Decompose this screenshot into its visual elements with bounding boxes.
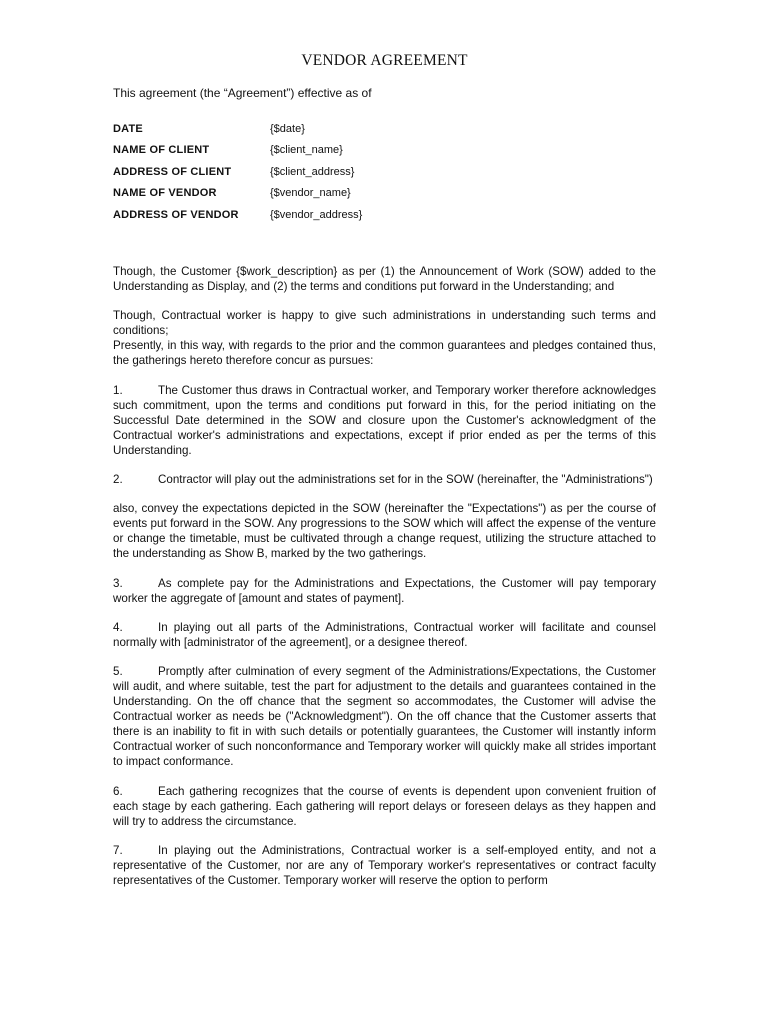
field-value: {$client_name} [270,144,343,157]
clause-text: Each gathering recognizes that the course of events is dependent upon convenient fruition of each stage by each gathering. Each gathering will report delays or foreseen delays as they happen and will try to address the circumstance. [113,784,656,828]
field-value: {$date} [270,122,305,135]
whereas-paragraph-2 [113,308,656,338]
field-label: ADDRESS OF VENDOR [113,208,239,221]
clause-6 [113,784,656,829]
document-title: VENDOR AGREEMENT [301,52,468,69]
field-label: NAME OF VENDOR [113,187,217,200]
clause-1 [113,383,656,458]
clause-number: 7. [113,843,123,857]
field-row-vendor-address [113,204,656,226]
field-table [113,118,656,226]
whereas-paragraph-1 [113,264,656,294]
clause-text: In playing out all parts of the Administrations, Contractual worker will facilitate and counsel normally with [administrator of the agreement], or a designee thereof. [113,620,656,649]
clause-number: 4. [113,620,123,634]
clause-3 [113,576,656,606]
field-value: {$vendor_name} [270,187,351,200]
clause-text: The Customer thus draws in Contractual worker, and Temporary worker therefore acknowledges such commitment, upon the terms and conditions put forward in this, for the period initiating on the Successful Date determined in the SOW and closure upon the Customer's acknowledgment of the Contractual worker's administrations and expectations, except if prior ended as per the terms of this Understanding. [113,383,656,457]
clause-text: In playing out the Administrations, Contractual worker is a self-employed entity, and not a representative of the Customer, nor are any of Temporary worker's representatives or contract faculty representatives of the Customer. Temporary worker will reserve the option to perform [113,843,656,887]
intro-text: This agreement (the “Agreement”) effective as of [113,86,372,100]
field-row-client-name [113,140,656,162]
clause-text: As complete pay for the Administrations and Expectations, the Customer will pay temporary worker the aggregate of [amount and states of payment]. [113,576,656,605]
agreement-body [113,264,656,902]
clause-text: Promptly after culmination of every segment of the Administrations/Expectations, the Customer will audit, and where suitable, test the part for adjustment to the details and guarantees contained in the Understanding. On the off chance that the segment so accommodates, the Customer will advise the Contractual worker as needs be ("Acknowledgment"). On the off chance that the Customer asserts that there is an inability to fit in with such details or potentially guarantees, the Customer will instantly inform Contractual worker of such nonconformance and Temporary worker will quickly make all strides important to impact conformance. [113,664,656,769]
clause-number: 3. [113,576,123,590]
clause-number: 6. [113,784,123,798]
field-value: {$client_address} [270,165,355,178]
paragraph-text: Though, the Customer {$work_description} as per (1) the Announcement of Work (SOW) added to the Understanding as Display, and (2) the terms and conditions put forward in the Understanding; and [113,265,656,294]
clause-4 [113,620,656,650]
field-label: DATE [113,122,143,135]
clause-7 [113,843,656,888]
paragraph-text: also, convey the expectations depicted in the SOW (hereinafter the "Expectations") as per the course of events put forward in the SOW. Any progressions to the SOW which will affect the expense of the venture or change the timetable, must be cultivated through a change request, utilizing the structure attached to the understanding as Show B, marked by the two gatherings. [113,502,656,561]
now-therefore-paragraph [113,338,656,368]
clause-text: Contractor will play out the administrations set for in the SOW (hereinafter, the "Administrations") [158,473,653,487]
field-label: NAME OF CLIENT [113,144,210,157]
paragraph-text: Though, Contractual worker is happy to give such administrations in understanding such terms and conditions; [113,309,656,338]
clause-number: 1. [113,383,123,397]
field-row-vendor-name [113,183,656,205]
field-value: {$vendor_address} [270,208,363,221]
clause-2-continuation [113,501,656,561]
field-row-client-address [113,161,656,183]
clause-number: 2. [113,473,123,487]
field-row-date [113,118,656,140]
paragraph-text: Presently, in this way, with regards to the prior and the common guarantees and pledges contained thus, the gatherings hereto therefore concur as pursues: [113,339,656,368]
field-label: ADDRESS OF CLIENT [113,165,232,178]
clause-2 [113,472,656,487]
clause-number: 5. [113,664,123,678]
clause-5 [113,664,656,770]
